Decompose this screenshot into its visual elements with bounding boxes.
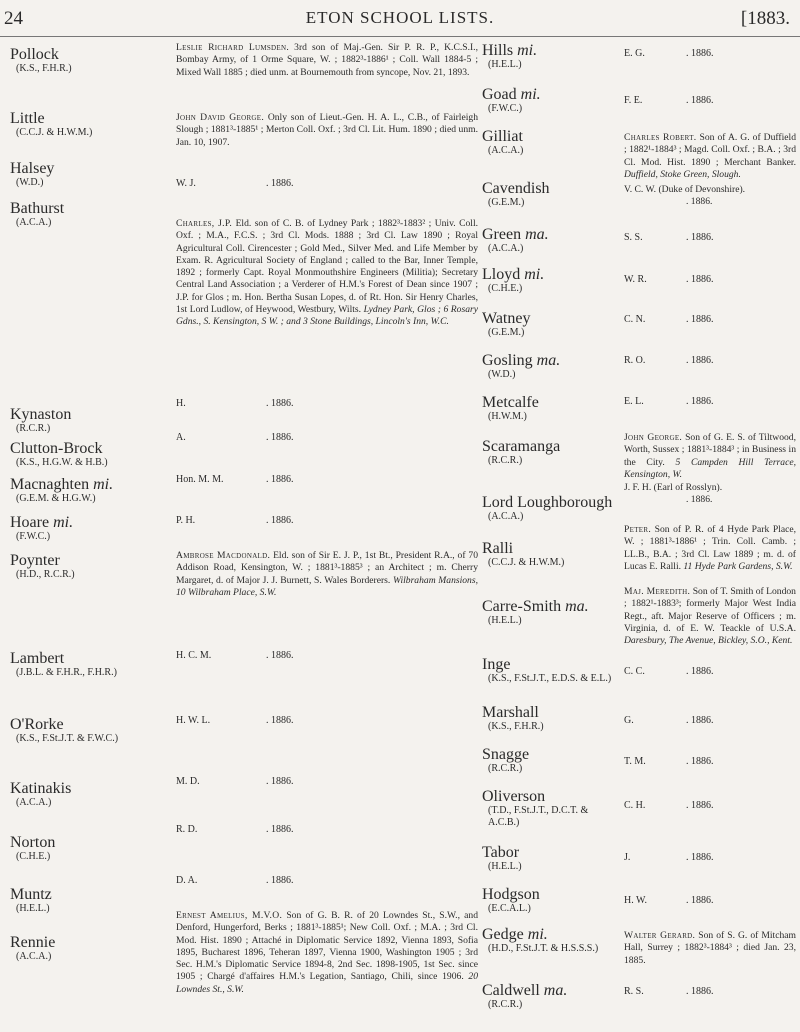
- year: . 1886.: [686, 986, 714, 997]
- bio-text: Son of S. G. of Mitcham Hall, Surrey ; 1882³-1884³ ; died Jan. 23, 1885.: [624, 930, 796, 966]
- house-masters: (A.C.A.): [16, 217, 52, 228]
- surname-suffix: ma.: [525, 226, 549, 243]
- surname: Poynter: [10, 552, 60, 569]
- surname: Cavendish: [482, 180, 550, 197]
- entry-metcalfe: [482, 394, 620, 423]
- surname-suffix: mi.: [527, 926, 548, 943]
- entry-snagge: [482, 746, 620, 775]
- bio-lumsden: [176, 42, 478, 79]
- entry-halsey: [10, 160, 170, 189]
- bio-charles-gilliat: [624, 132, 796, 181]
- initials: J.: [624, 852, 631, 863]
- entry-ralli: [482, 540, 620, 569]
- bio-name: John David George.: [176, 112, 265, 123]
- page-year: [1883.: [740, 8, 790, 29]
- surname-suffix: mi.: [520, 86, 541, 103]
- initials: H. W. L.: [176, 715, 211, 726]
- bio-text: Eld. son of Sir E. J. P., 1st Bt., President R.A., of 70 Addison Road, Kensington, W. ; 1881³-1885³ ; an Architect ; m. Cherry Margaret, d. of Major J. J. Burnett, S. Wales Borderers.: [176, 550, 478, 586]
- entry-poynter: [10, 552, 170, 581]
- surname-text: Goad: [482, 86, 517, 103]
- entry-hodgson: [482, 886, 620, 915]
- bio-text: Eld. son of C. B. of Lydney Park ; 1882³-1883² ; Univ. Coll. Oxf. ; M.A., F.C.S. ; 3rd Cl. Mods. 1888 ; 3rd Cl. Law 1890 ; Royal Agricultural Coll. Cirencester ; Gold Med., Silver Med. and Life Member by Exam. R. Agricultural Society of England ; called to the Bar, Inner Temple, 1892 ; formerly Capt. Royal Monmouthshire Engineers (Militia); Secretary Central Land Association ; a Verderer of H.M.'s Forest of Dean since 1907 ; J.P. for Glos ; m. Hon. Bertha Susan Lopes, d. of Rt. Hon. Sir Henry Charles, 1st Lord Ludlow, of Heywood, Westbury, Wilts.: [176, 218, 479, 316]
- bio-address: 11 Hyde Park Gardens, S.W.: [683, 560, 793, 572]
- entry-macnaghten: [10, 476, 170, 505]
- bio-text: Son of G. E. S. of Tiltwood, Worth, Sussex ; 1881³-1884³ ; in Business in the City.: [624, 432, 797, 468]
- house-masters: (J.B.L. & F.H.R., F.H.R.): [16, 667, 117, 678]
- entry-rennie: [10, 934, 170, 963]
- house-masters: (A.C.A.): [16, 951, 52, 962]
- bio-text: Son of A. G. of Duffield ; 1882¹-1884³ ; Magd. Coll. Oxf. ; B.A. ; 3rd Cl. Mod. Hist. 1890 ; Merchant Banker.: [624, 132, 797, 168]
- entry-inge: [482, 656, 620, 685]
- initials: H.: [176, 398, 186, 409]
- entry-bathurst: [10, 200, 170, 229]
- bio-ernest: [176, 910, 478, 996]
- surname: [482, 926, 620, 943]
- surname: Bathurst: [10, 200, 65, 217]
- house-masters: (C.H.E.): [488, 283, 523, 294]
- initials: E. L.: [624, 396, 644, 407]
- initials: Hon. M. M.: [176, 474, 224, 485]
- bio-text: Only son of Lieut.-Gen. H. A. L., C.B., of Fairleigh Slough ; 1881³-1885¹ ; Merton Coll. Oxf. ; 3rd Cl. Lit. Hum. 1890 ; died unm. Jan. 10, 1907.: [176, 112, 478, 148]
- year: . 1886.: [266, 875, 294, 886]
- bio-name: John George.: [624, 432, 683, 443]
- surname: Inge: [482, 656, 511, 673]
- entry-lloyd: [482, 266, 620, 295]
- initials: T. M.: [624, 756, 646, 767]
- entry-marshall: [482, 704, 620, 733]
- entry-goad: [482, 86, 620, 115]
- surname-text: Hoare: [10, 514, 50, 531]
- house-masters: (H.E.L.): [488, 615, 522, 626]
- bio-address: Wilbraham Mansions, 10 Wilbraham Place, S.W.: [176, 574, 478, 598]
- entry-gosling: [482, 352, 620, 381]
- year: . 1886.: [686, 314, 714, 325]
- initials: V. C. W. (Duke of Devonshire).: [624, 184, 746, 195]
- entry-little: [10, 110, 170, 139]
- house-masters: (G.E.M.): [488, 327, 525, 338]
- entry-pollock: [10, 46, 170, 75]
- entry-scaramanga: [482, 438, 620, 467]
- year: . 1886.: [686, 196, 713, 208]
- house-masters: (K.S., F.St.J.T. & F.W.C.): [16, 733, 119, 744]
- surname: Little: [10, 110, 45, 127]
- year: . 1886.: [686, 232, 714, 243]
- bio-peter: [624, 524, 796, 573]
- surname-suffix: ma.: [565, 598, 589, 615]
- bio-address: Daresbury, The Avenue, Bickley, S.O., Kent.: [624, 635, 793, 647]
- initials: F. E.: [624, 95, 643, 106]
- year: . 1886.: [686, 666, 714, 677]
- surname: Scaramanga: [482, 438, 561, 455]
- initials: H. W.: [624, 895, 648, 906]
- bio-name: Maj. Meredith.: [624, 586, 691, 597]
- initials: C. N.: [624, 314, 646, 325]
- bio-text: 3rd son of Maj.-Gen. Sir P. R. P., K.C.S.I., Bombay Army, of 1 Orme Square, W. ; 1882³-1886¹ ; Coll. Wall 1884-5 ; Mixed Wall 1885 ; died unm. at Bournemouth from syncope, Nov. 21, 1893.: [176, 42, 478, 78]
- page-header: [0, 0, 800, 40]
- surname-text: Lloyd: [482, 266, 521, 283]
- bio-name: Charles Robert.: [624, 132, 697, 143]
- bio-text: Son of P. R. of 4 Hyde Park Place, W. ; 1881³-1886¹ ; Trin. Coll. Camb. ; LL.B., B.A. ; 3rd Cl. Law 1889 ; m. d. of Lucas E. Ralli.: [624, 524, 797, 572]
- house-masters: (W.D.): [488, 369, 516, 380]
- surname: Ralli: [482, 540, 514, 557]
- surname-text: Green: [482, 226, 522, 243]
- surname: Hodgson: [482, 886, 540, 903]
- surname-text: Carre-Smith: [482, 598, 562, 615]
- initials: W. J.: [176, 178, 196, 189]
- surname: Kynaston: [10, 406, 72, 423]
- surname: Snagge: [482, 746, 530, 763]
- initials: A.: [176, 432, 186, 443]
- entry-green: [482, 226, 620, 255]
- surname: Katinakis: [10, 780, 72, 797]
- surname-text: Gedge: [482, 926, 524, 943]
- entry-cavendish: [482, 180, 620, 209]
- year: . 1886.: [686, 355, 714, 366]
- bio-name: Charles, J.P.: [176, 218, 233, 229]
- entry-muntz: [10, 886, 170, 915]
- initials: S. S.: [624, 232, 643, 243]
- bio-ambrose: [176, 550, 478, 599]
- entry-watney: [482, 310, 620, 339]
- house-masters: (T.D., F.St.J.T., D.C.T. & A.C.B.): [488, 805, 589, 828]
- surname: [482, 982, 620, 999]
- house-masters: (A.C.A.): [488, 145, 524, 156]
- surname-text: Gosling: [482, 352, 533, 369]
- house-masters: (A.C.A.): [16, 797, 52, 808]
- entry-clutton-brock: [10, 440, 170, 469]
- initials: C. C.: [624, 666, 645, 677]
- house-masters: (A.C.A.): [488, 511, 524, 522]
- house-masters: (H.E.L.): [16, 903, 50, 914]
- year: . 1886.: [266, 715, 294, 726]
- entry-hills: [482, 42, 620, 71]
- surname: Pollock: [10, 46, 59, 63]
- year-row-jfh: [624, 482, 796, 507]
- entry-hoare: [10, 514, 170, 543]
- surname: Tabor: [482, 844, 520, 861]
- entry-lord-loughborough: [482, 494, 620, 523]
- surname: Clutton-Brock: [10, 440, 103, 457]
- surname: Lord Loughborough: [482, 494, 613, 511]
- surname: [482, 86, 620, 103]
- surname: [10, 476, 170, 493]
- surname: [482, 42, 620, 59]
- year: . 1886.: [686, 95, 714, 106]
- bio-address: Lydney Park, Glos ; 6 Rosary Gdns., S. Kensington, S W. ; and 3 Stone Buildings, Lincoln's Inn, W.C.: [176, 304, 478, 328]
- year: . 1886.: [686, 895, 714, 906]
- surname: Marshall: [482, 704, 539, 721]
- surname: Norton: [10, 834, 56, 851]
- house-masters: (K.S., H.G.W. & H.B.): [16, 457, 108, 468]
- bio-charles-bathurst: [176, 218, 478, 329]
- house-masters: (C.H.E.): [16, 851, 51, 862]
- house-masters: (F.W.C.): [488, 103, 523, 114]
- entry-caldwell: [482, 982, 620, 1011]
- initials: R. S.: [624, 986, 644, 997]
- surname: Metcalfe: [482, 394, 539, 411]
- initials: M. D.: [176, 776, 200, 787]
- initials: E. G.: [624, 48, 645, 59]
- surname: [482, 352, 620, 369]
- surname: O'Rorke: [10, 716, 64, 733]
- year: . 1886.: [686, 48, 714, 59]
- surname: Lambert: [10, 650, 65, 667]
- surname-suffix: ma.: [536, 352, 561, 369]
- house-masters: (H.E.L.): [488, 59, 522, 70]
- header-rule: [0, 36, 800, 37]
- surname: Oliverson: [482, 788, 546, 805]
- initials: D. A.: [176, 875, 198, 886]
- entry-gedge: [482, 926, 620, 955]
- house-masters: (A.C.A.): [488, 243, 524, 254]
- initials: R. O.: [624, 355, 646, 366]
- surname-text: Macnaghten: [10, 476, 90, 493]
- house-masters: (K.S., F.H.R.): [16, 63, 72, 74]
- year: . 1886.: [266, 515, 294, 526]
- bio-john-george: [624, 432, 796, 481]
- year: . 1886.: [266, 824, 294, 835]
- surname-suffix: mi.: [93, 476, 114, 493]
- bio-name: Ambrose Macdonald.: [176, 550, 271, 561]
- entry-gilliat: [482, 128, 620, 157]
- house-masters: (H.D., F.St.J.T. & H.S.S.S.): [488, 943, 599, 954]
- year-row-vcw: [624, 184, 796, 209]
- initials: H. C. M.: [176, 650, 212, 661]
- house-masters: (E.C.A.L.): [488, 903, 531, 914]
- surname: Rennie: [10, 934, 56, 951]
- entry-oliverson: [482, 788, 620, 829]
- year: . 1886.: [686, 756, 714, 767]
- surname: [482, 598, 620, 615]
- surname: [482, 226, 620, 243]
- surname: [482, 266, 620, 283]
- house-masters: (C.C.J. & H.W.M.): [488, 557, 565, 568]
- house-masters: (G.E.M. & H.G.W.): [16, 493, 96, 504]
- year: . 1886.: [266, 178, 294, 189]
- entry-carre-smith: [482, 598, 620, 627]
- house-masters: (R.C.R.): [488, 999, 523, 1010]
- year: . 1886.: [686, 800, 714, 811]
- initials: G.: [624, 715, 634, 726]
- year: . 1886.: [686, 274, 714, 285]
- surname: Gilliat: [482, 128, 523, 145]
- bio-address: Duffield, Stoke Green, Slough.: [624, 168, 741, 180]
- surname-suffix: ma.: [543, 982, 568, 999]
- bio-address: 20 Lowndes St., S.W.: [176, 971, 478, 995]
- entry-katinakis: [10, 780, 170, 809]
- surname: Muntz: [10, 886, 52, 903]
- bio-address: 5 Campden Hill Terrace, Kensington, W.: [624, 456, 796, 480]
- surname: Watney: [482, 310, 531, 327]
- house-masters: (R.C.R.): [16, 423, 51, 434]
- bio-george: [176, 112, 478, 149]
- bio-name: Peter.: [624, 524, 652, 535]
- year: . 1886.: [266, 650, 294, 661]
- bio-maj-meredith: [624, 586, 796, 647]
- entry-tabor: [482, 844, 620, 873]
- house-masters: (K.S., F.St.J.T., E.D.S. & E.L.): [488, 673, 612, 684]
- surname-suffix: mi.: [53, 514, 74, 531]
- year: . 1886.: [686, 494, 713, 506]
- entry-lambert: [10, 650, 170, 679]
- house-masters: (C.C.J. & H.W.M.): [16, 127, 93, 138]
- initials: P. H.: [176, 515, 196, 526]
- surname: Halsey: [10, 160, 55, 177]
- house-masters: (K.S., F.H.R.): [488, 721, 544, 732]
- initials: C. H.: [624, 800, 646, 811]
- initials: J. F. H. (Earl of Rosslyn).: [624, 482, 723, 493]
- year: . 1886.: [266, 474, 294, 485]
- bio-text: Son of T. Smith of London ; 1882¹-1883³; formerly Major West India Regt., aft. Major Reserve of Officers ; m. Virginia, d. of E. W. Teackle of U.S.A.: [624, 586, 796, 634]
- initials: W. R.: [624, 274, 647, 285]
- year: . 1886.: [686, 715, 714, 726]
- surname-suffix: mi.: [517, 42, 538, 59]
- house-masters: (H.E.L.): [488, 861, 522, 872]
- house-masters: (G.E.M.): [488, 197, 525, 208]
- house-masters: (F.W.C.): [16, 531, 51, 542]
- surname-suffix: mi.: [524, 266, 545, 283]
- year: . 1886.: [266, 432, 294, 443]
- year: . 1886.: [686, 396, 714, 407]
- year: . 1886.: [266, 398, 294, 409]
- initials: R. D.: [176, 824, 198, 835]
- bio-walter-gerard: [624, 930, 796, 967]
- page-title: ETON SCHOOL LISTS.: [305, 8, 495, 27]
- surname: [10, 514, 170, 531]
- bio-text: Son of G. B. R. of 20 Lowndes St., S.W., and Denford, Hungerford, Berks ; 1881³-1885¹; New Coll. Oxf. ; M.A. ; 3rd Cl. Mod. Hist. 1890 ; Attaché in Diplomatic Service 1892, Vienna 1893, Sofia 1895, Bucharest 1896, Teheran 1897, Vienna 1900, Washington 1905 ; 3rd Sec. H.M.'s Diplomatic Service 1894-8, 2nd Sec. 1898-1905, 1st Sec. since 1905 ; Chargé d'affaires H.M.'s Legation, Santiago, Chili, since 1906.: [176, 910, 478, 983]
- page-number: 24: [4, 8, 23, 29]
- house-masters: (R.C.R.): [488, 455, 523, 466]
- house-masters: (R.C.R.): [488, 763, 523, 774]
- year: . 1886.: [266, 776, 294, 787]
- surname-text: Caldwell: [482, 982, 540, 999]
- entry-kynaston: [10, 406, 170, 435]
- entry-ororke: [10, 716, 170, 745]
- house-masters: (H.D., R.C.R.): [16, 569, 75, 580]
- bio-name: Leslie Richard Lumsden.: [176, 42, 290, 53]
- entry-norton: [10, 834, 170, 863]
- house-masters: (H.W.M.): [488, 411, 527, 422]
- bio-name: Walter Gerard.: [624, 930, 696, 941]
- bio-name: Ernest Amelius, M.V.O.: [176, 910, 283, 921]
- house-masters: (W.D.): [16, 177, 44, 188]
- surname-text: Hills: [482, 42, 514, 59]
- year: . 1886.: [686, 852, 714, 863]
